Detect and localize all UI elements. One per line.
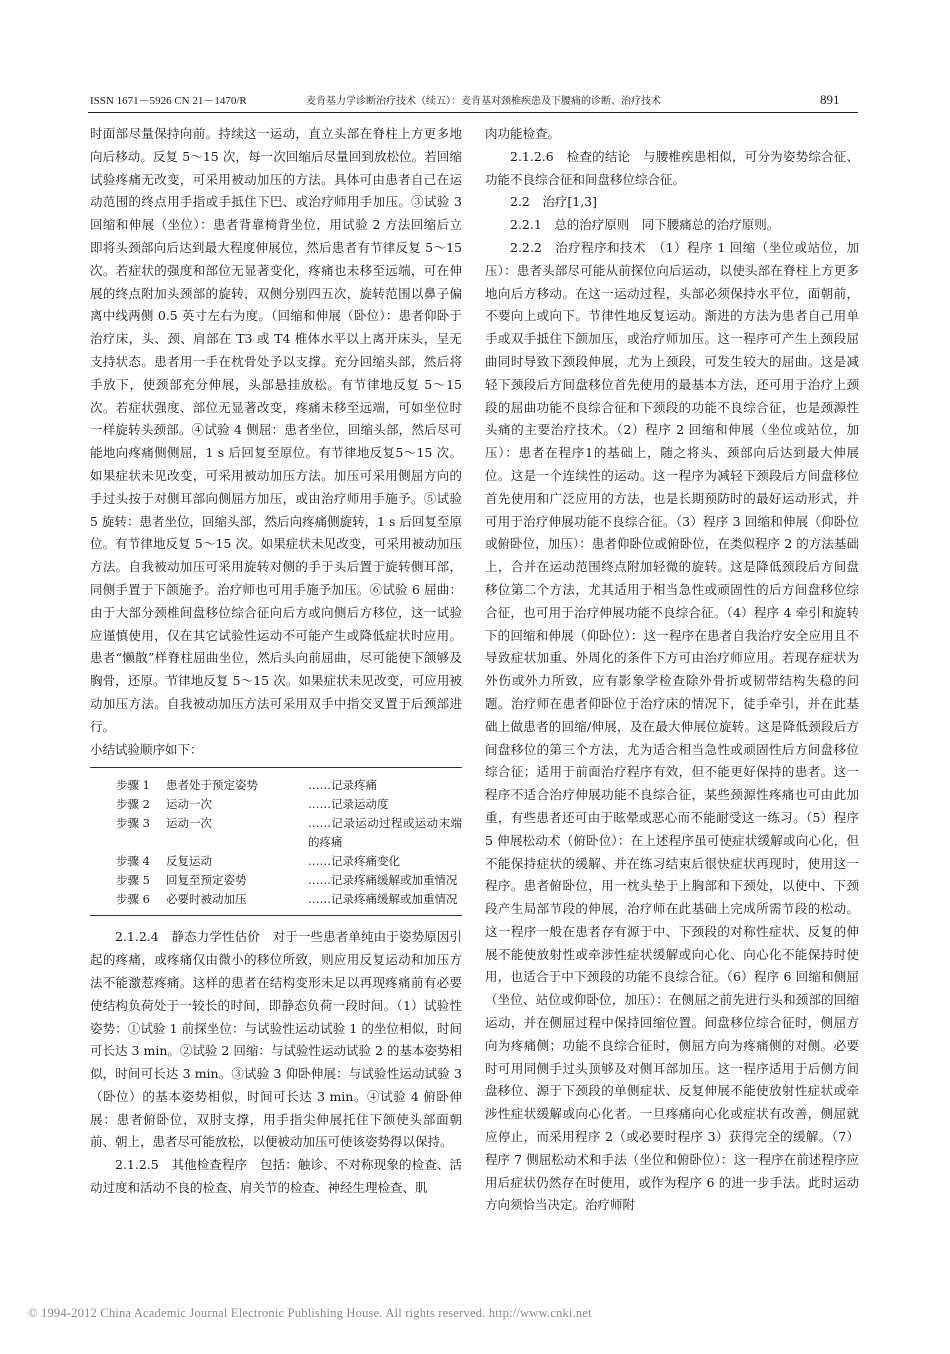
summary-label: 小结试验顺序如下：: [90, 741, 203, 757]
step-record: ……记录运动过程或运动末端的疼痛: [308, 816, 462, 850]
section-2-2-1: 2.2.1 总的治疗原则 同下腰痛总的治疗原则。: [510, 217, 780, 233]
section-2-1-2-6: 2.1.2.6 检查的结论 与腰椎疾患相似，可分为姿势综合征、功能不良综合征和间盘移位综合征。: [485, 148, 859, 187]
step-row: [90, 814, 462, 852]
step-no: 步骤 5: [116, 873, 150, 888]
section-2-2-heading: 2.2 治疗[1,3]: [510, 194, 598, 210]
left-column: [90, 123, 462, 1200]
section-2-2-2: 2.2.2 治疗程序和技术 （1）程序 1 回缩（坐位或站位，加压）：患者头部尽可能从前探位向后运动，以使头部在脊柱上方更多地向后方移动。在这一运动过程，头部必须保持水平位，面朝前，不要向上或向下。节律性地反复运动。渐进的方法为患者自己用单手或双手抵住下颌加压，或治疗师加压。这一程序可产生上颈段屈曲同时导致下颈段伸展，尤为上颈段，可发生较大的屈曲。这是减轻下颈段后方间盘移位首先使用的最基本方法，还可用于治疗上颈段的屈曲功能不良综合征和下颈段的功能不良综合征，也是颈源性头痛的主要治疗技术。（2）程序 2 回缩和伸展（坐位或站位，加压）：患者在程序1的基础上，随之将头、颈部向后达到最大伸展位。这是一个连续性的运动。这一程序为减轻下颈段后方间盘移位首先使用和广泛应用的方法，也是长期预防时的最好运动形式，并可用于治疗伸展功能不良综合征。（3）程序 3 回缩和伸展（仰卧位或俯卧位，加压）：患者仰卧位或俯卧位，在类似程序 2 的方法基础上，合并在运动范围终点附加轻微的旋转。这是降低颈段后方间盘移位第二个方法，尤其适用于相当急性或顽固性的后方间盘移位综合征，也可用于治疗伸展功能不良综合征。（4）程序 4 牵引和旋转下的回缩和伸展（仰卧位）：这一程序在患者自我治疗安全应用且不导致症状加重、外周化的条件下方可由治疗师应用。若现存症状为外伤或外力所致，应有影象学检查除外骨折或韧带结构失稳的问题。治疗师在患者仰卧位于治疗床的情况下，徒手牵引，并在此基础上做患者的回缩/伸展，及在最大伸展位旋转。这是降低颈段后方间盘移位的第三个方法，尤为适合相当急性或顽固性后方间盘移位综合征；适用于前面治疗程序有效，但不能更好保持的患者。这一程序不适合治疗伸展功能不良综合征，某些颈源性疼痛也可由此加重，有些患者还可由于眩晕或恶心而不能耐受这一练习。（5）程序 5 伸展松动术（俯卧位）：在上述程序虽可使症状缓解或向心化，但不能保持症状的缓解、并在练习结束后很快症状再现时，使用这一程序。患者俯卧位，用一枕头垫于上胸部和下颈处，以使中、下颈段产生局部节段的伸展，治疗师在此基础上完成所需节段的松动。这一程序一般在患者存有源于中、下颈段的对称性症状、反复的伸展不能使放射性或牵涉性症状缓解或向心化、向心化不能保持时使用，也适合于中下颈段的功能不良综合征。（6）程序 6 回缩和侧屈（坐位、站位或仰卧位，加压）：在侧屈之前先进行头和颈部的回缩运动，并在侧屈过程中保持回缩位置。间盘移位综合征时，侧屈方向为疼痛侧；功能不良综合征时，侧屈方向为疼痛侧的对侧。必要时可用同侧手过头顶够及对侧耳部加压。这一程序适用于后侧方间盘移位、源于下颈段的单侧症状、反复伸展不能使放射性症状或牵涉性症状缓解或向心化者。一旦疼痛向心化或症状有改善，侧屈就应停止，而采用程序 2（或必要时程序 3）获得完全的缓解。（7）程序 7 侧屈松动术和手法（坐位和俯卧位）：这一程序在前述程序应用后症状仍然存在时使用，或作为程序 6 的进一步手法。此时运动方向须恰当决定。治疗师附: [485, 239, 859, 1213]
step-action: 必要时被动加压: [166, 892, 247, 907]
section-2-1-2-4: 2.1.2.4 静态力学性估价 对于一些患者单纯由于姿势原因引起的疼痛，或疼痛仅由微小的移位所致，则应用反复运动和加压方法不能激惹疼痛。这样的患者在结构变形未足以再现疼痛前有必要使结构负荷处于一较长的时间，即静态负荷一段时间。（1）试验性姿势：①试验 1 前探坐位：与试验性运动试验 1 的坐位相似，时间可长达 3 min。②试验 2 回缩：与试验性运动试验 2 的基本姿势相似，时间可长达 3 min。③试验 3 仰卧伸展：与试验性运动试验 3（卧位）的基本姿势相似，时间可长达 3 min。④试验 4 俯卧伸展：患者俯卧位，双肘支撑，用手指尖伸展托住下颌使头部面朝前、朝上，患者尽可能放松，以便被动加压可使该姿势得以保持。: [90, 929, 462, 1150]
step-no: 步骤 3: [116, 816, 150, 831]
step-row: [90, 852, 462, 871]
step-action: 运动一次: [166, 797, 212, 812]
step-record: ……记录疼痛变化: [308, 854, 400, 869]
copyright-footer: © 1994-2012 China Academic Journal Electronic Publishing House. All rights reserved. http://www.cnki.net: [28, 1306, 592, 1320]
step-record: ……记录疼痛缓解或加重情况: [308, 892, 458, 907]
step-no: 步骤 2: [116, 797, 150, 812]
step-no: 步骤 4: [116, 854, 150, 869]
running-title: 麦肯基力学诊断治疗技术（续五）：麦肯基对颈椎疾患及下腰痛的诊断、治疗技术: [306, 96, 661, 107]
step-action: 运动一次: [166, 816, 212, 831]
step-no: 步骤 1: [116, 778, 150, 793]
step-row: [90, 776, 462, 795]
step-record: ……记录运动度: [308, 797, 389, 812]
journal-issn: ISSN 1671－5926 CN 21－1470/R: [90, 95, 247, 107]
steps-table: [90, 767, 462, 916]
right-column: [485, 123, 859, 1217]
step-no: 步骤 6: [116, 892, 150, 907]
step-action: 回复至预定姿势: [166, 873, 247, 888]
step-action: 反复运动: [166, 854, 212, 869]
step-row: [90, 890, 462, 909]
header-rule: [88, 112, 858, 113]
step-row: [90, 871, 462, 890]
step-record: ……记录疼痛: [308, 778, 377, 793]
right-continuation: 肉功能检查。: [485, 126, 561, 141]
step-action: 患者处于预定姿势: [166, 778, 258, 793]
left-paragraph-tests: 时面部尽量保持向前。持续这一运动，直立头部在脊柱上方更多地向后移动。反复 5～15 次，每一次回缩后尽量回到放松位。若回缩试验疼痛无改变，可采用被动加压的方法。具体可由患者自己在运动范围的终点用手指或手抵住下巴、或治疗师用手加压。③试验 3 回缩和伸展（坐位）：患者背靠椅背坐位，用试验 2 方法回缩后立即将头颈部向后达到最大程度伸展位，然后患者有节律反复 5～15 次。若症状的强度和部位无显著变化，疼痛也未移至远端，可在伸展的终点附加头颈部的旋转，双侧分别四五次，旋转范围以鼻子偏离中线两侧 0.5 英寸左右为度。（回缩和伸展（卧位）：患者仰卧于治疗床，头、颈、肩部在 T3 或 T4 椎体水平以上离开床头，呈无支持状态。患者用一手在枕骨处予以支撑。充分回缩头部，然后将手放下，使颈部充分伸展，头部悬挂放松。有节律地反复 5～15次。若症状强度、部位无显著改变，疼痛未移至远端，可如坐位时一样旋转头颈部。④试验 4 侧屈：患者坐位，回缩头部，然后尽可能地向疼痛侧侧屈，1 s 后回复至原位。有节律地反复5～15 次。如果症状未见改变，可采用被动加压方法。加压可采用侧屈方向的手过头按于对侧耳部向侧屈方加压，或由治疗师用手施予。⑤试验 5 旋转：患者坐位，回缩头部，然后向疼痛侧旋转，1 s 后回复至原位。有节律地反复 5～15 次。如果症状未见改变，可采用被动加压方法。自我被动加压可采用旋转对侧的手于头后置于旋转侧耳部，同侧手置于下颌施予。治疗师也可用手施予加压。⑥试验 6 屈曲：由于大部分颈椎间盘移位综合征向后方或向侧后方移位，这一试验应谨慎使用，仅在其它试验性运动不可能产生或降低症状时应用。患者“懒散”样脊柱屈曲坐位，然后头向前屈曲，尽可能使下颌够及胸骨，还原。节律地反复 5～15 次。如果症状未见改变，可应用被动加压方法。自我被动加压方法可采用双手中指交叉置于后颈部进行。: [90, 126, 462, 734]
section-2-1-2-5: 2.1.2.5 其他检查程序 包括：触诊、不对称现象的检查、活动过度和活动不良的检查、肩关节的检查、神经生理检查、肌: [90, 1157, 462, 1196]
page-number: 891: [820, 92, 840, 107]
step-record: ……记录疼痛缓解或加重情况: [308, 873, 458, 888]
step-row: [90, 795, 462, 814]
